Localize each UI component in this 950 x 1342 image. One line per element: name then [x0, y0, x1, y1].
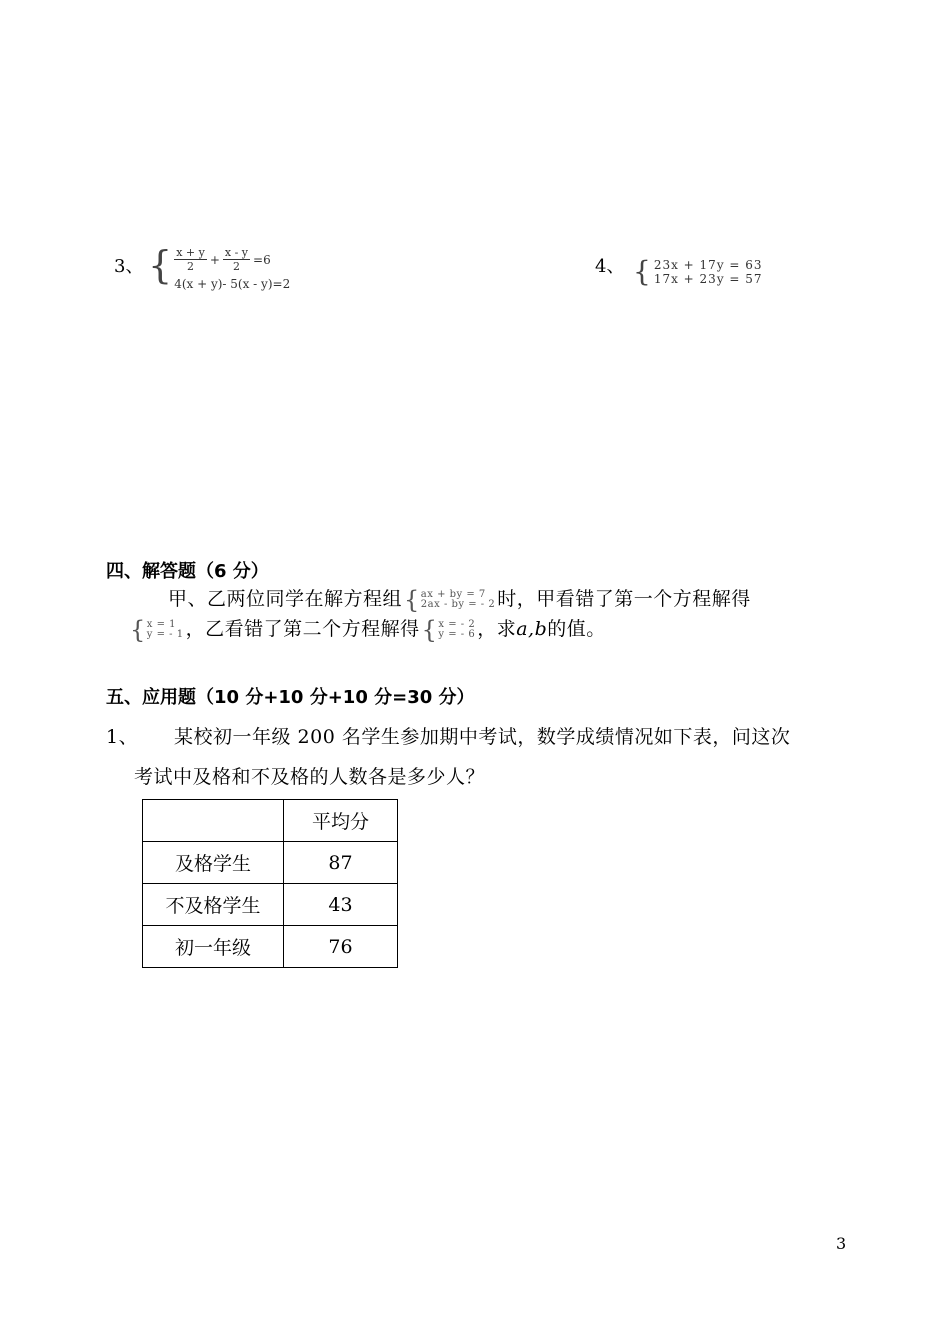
question-1-number: 1、 — [106, 726, 139, 748]
table-row — [143, 926, 398, 968]
brace-icon: { — [421, 616, 438, 644]
question-1-line-1: 某校初一年级 200 名学生参加期中考试，数学成绩情况如下表，问这次 — [174, 726, 791, 748]
system-a: { ax + by = 7 2ax - by = - 2 — [404, 586, 496, 614]
fraction: $\frac{x - y}{2}$ — [224, 246, 249, 273]
table-cell: 不及格学生 — [143, 884, 284, 926]
problem-3-number: 3、 — [114, 256, 144, 277]
section-4-paragraph-line-2: { x = 1 y = - 1 ，乙看错了第二个方程解得 { x = - 2 y = - 6 ，求a,b的值。 — [130, 616, 606, 644]
problem-4-system — [633, 255, 763, 288]
score-table — [142, 799, 398, 968]
brace-icon: { — [633, 255, 652, 288]
table-cell — [143, 800, 284, 842]
table-cell: 43 — [284, 884, 398, 926]
table-row — [143, 842, 398, 884]
problem-3-line-2: 4(x + y)- 5(x - y)=2 — [174, 277, 291, 291]
page-number: 3 — [836, 1234, 847, 1253]
problem-3-line-1: $\frac{x + y}{2}$ + $\frac{x - y}{2}$ =6 — [176, 246, 271, 273]
fraction: $\frac{x + y}{2}$ — [176, 246, 205, 273]
problem-3-system — [148, 243, 291, 291]
table-cell: 及格学生 — [143, 842, 284, 884]
table-cell: 初一年级 — [143, 926, 284, 968]
brace-icon: { — [130, 616, 146, 644]
section-5-heading: 五、应用题（10 分+10 分+10 分=30 分） — [106, 687, 475, 708]
problem-4-line-2: 17x + 23y = 57 — [653, 272, 763, 286]
table-cell: 76 — [284, 926, 398, 968]
table-cell: 平均分 — [284, 800, 398, 842]
table-header-row — [143, 800, 398, 842]
brace-icon: { — [404, 586, 420, 614]
section-4-heading: 四、解答题（6 分） — [106, 561, 269, 582]
table-cell: 87 — [284, 842, 398, 884]
system-b: { x = 1 y = - 1 — [130, 616, 184, 644]
brace-icon: { — [148, 243, 173, 287]
system-c: { x = - 2 y = - 6 — [421, 616, 476, 644]
problem-4-line-1: 23x + 17y = 63 — [653, 258, 763, 272]
problem-4-number: 4、 — [595, 256, 625, 277]
table-row — [143, 884, 398, 926]
section-4-paragraph-line-1: 甲、乙两位同学在解方程组 { ax + by = 7 2ax - by = - 2 时，甲看错了第一个方程解得 — [168, 586, 751, 614]
question-1-line-2: 考试中及格和不及格的人数各是多少人？ — [134, 766, 486, 788]
